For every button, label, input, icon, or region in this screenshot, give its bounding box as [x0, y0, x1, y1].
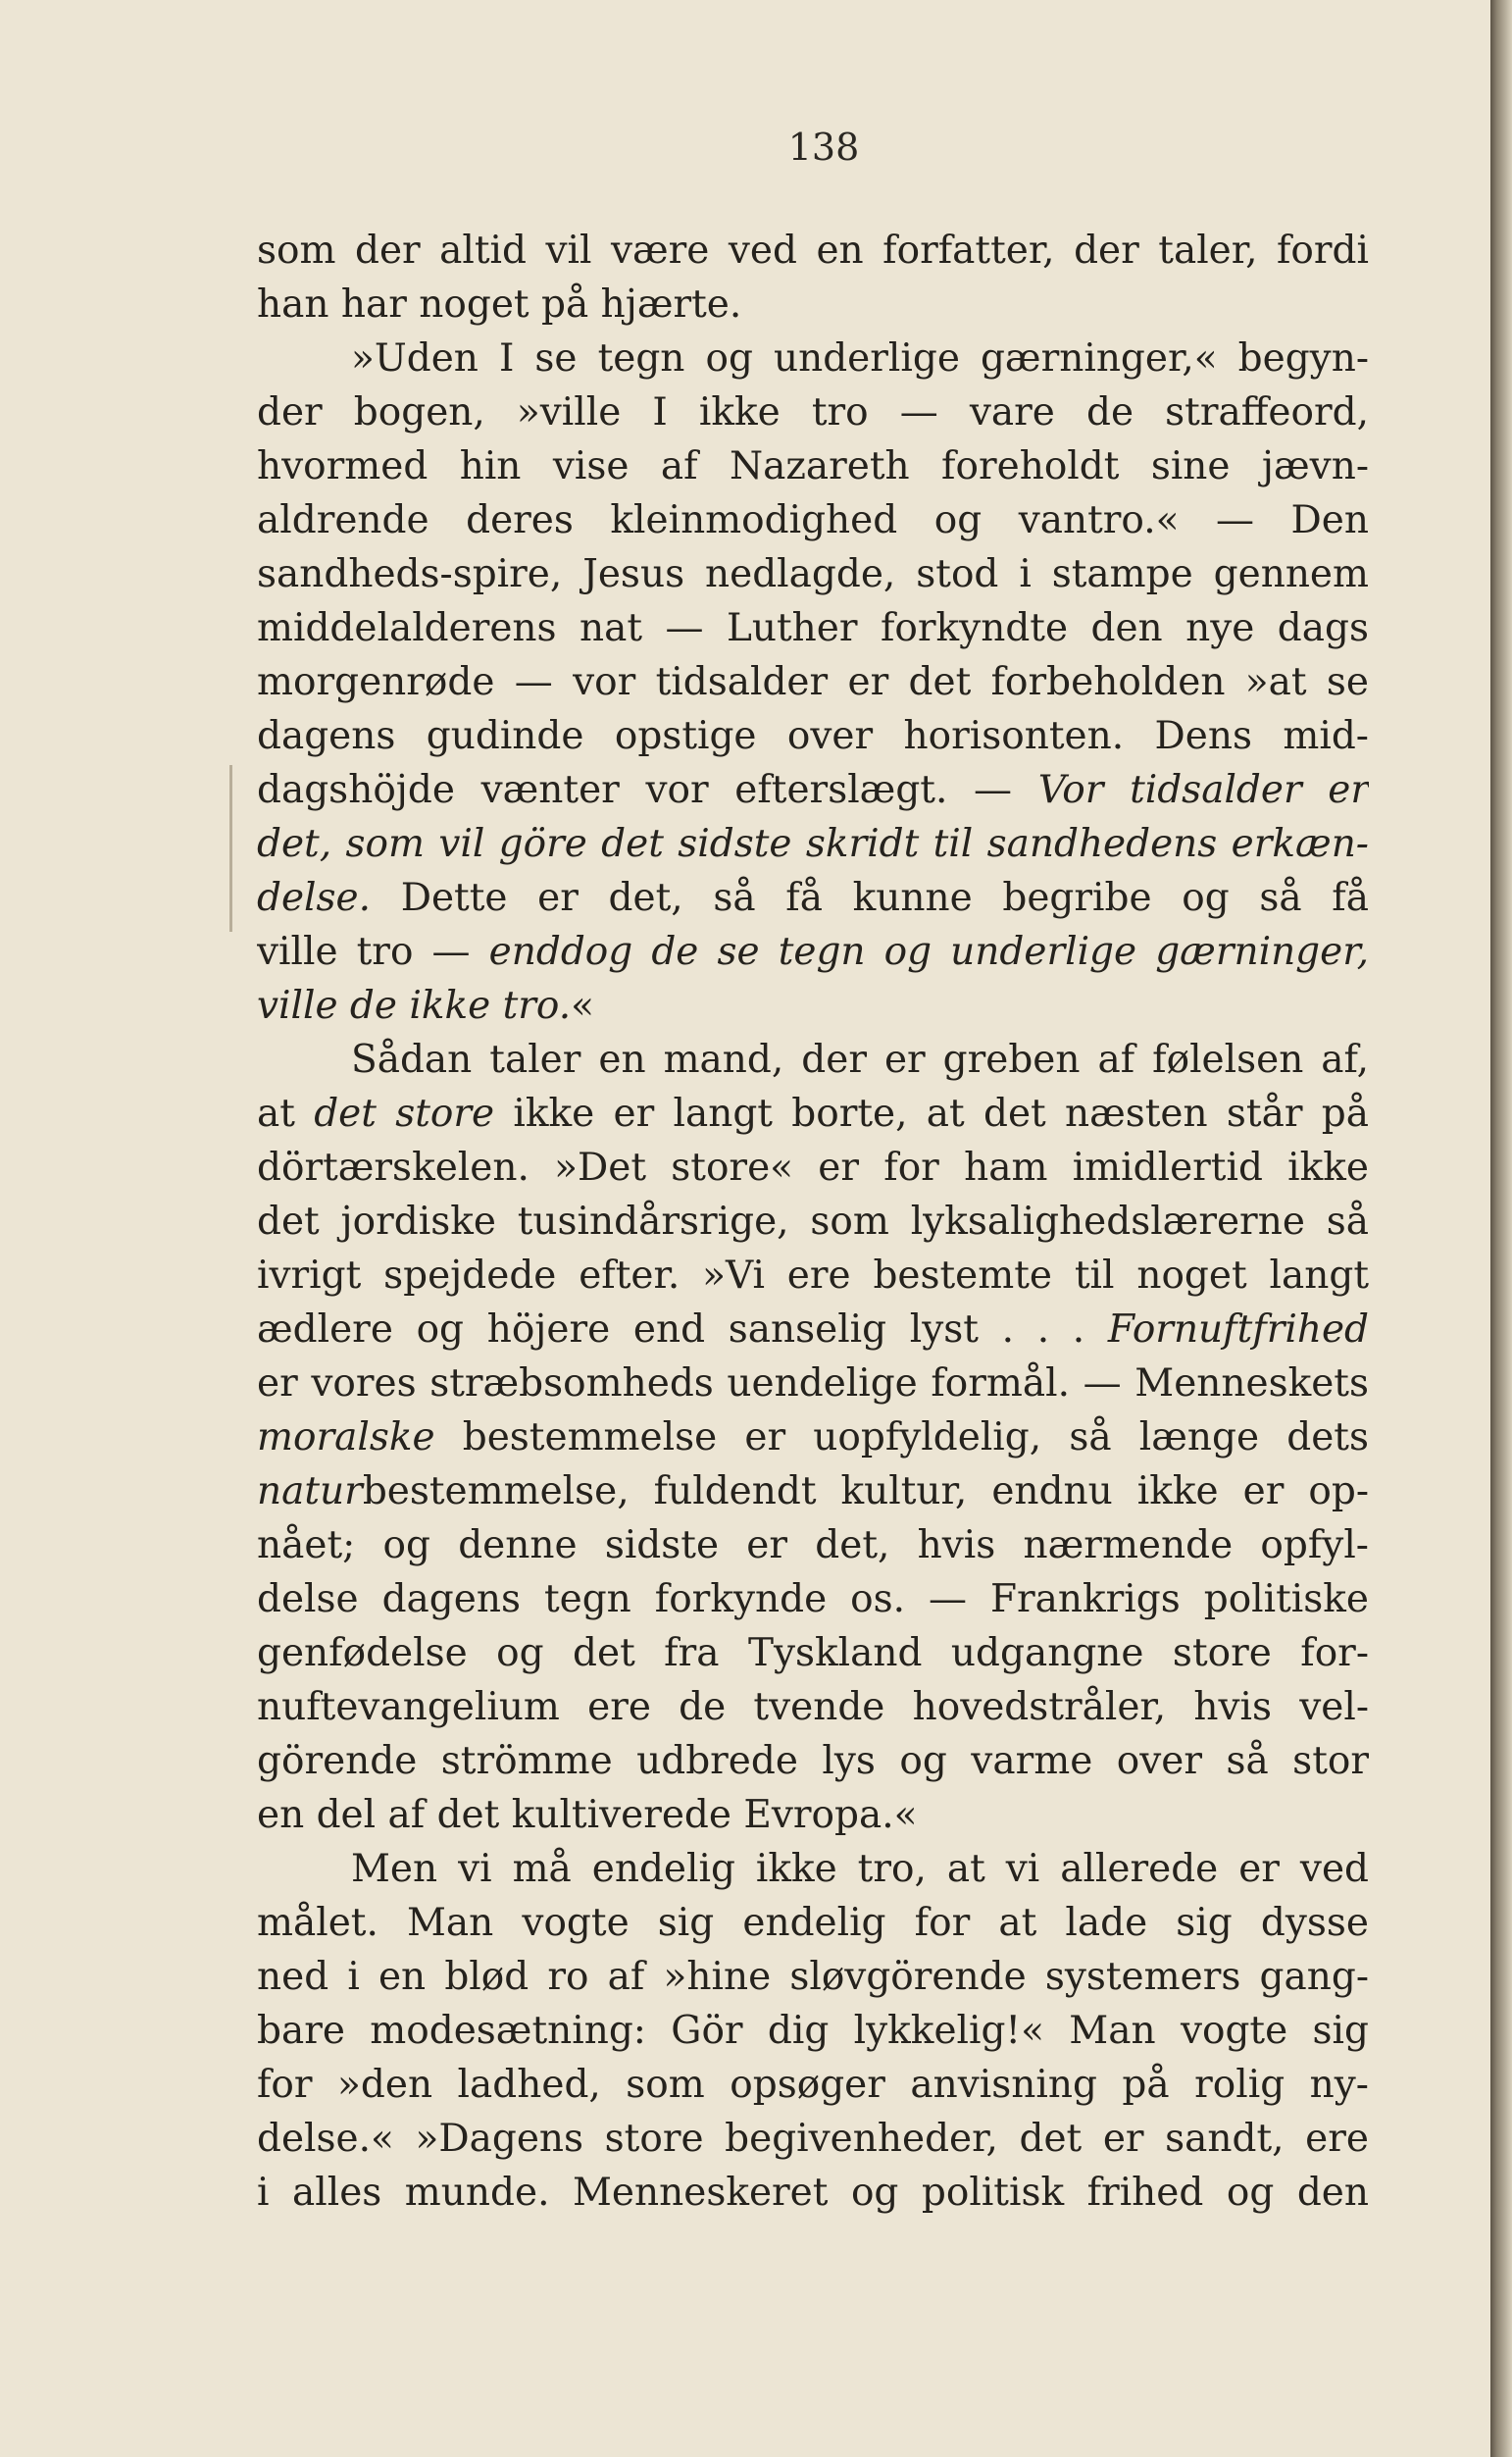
text-segment: for »den ladhed, som opsøger anvisning på rolig ny- [257, 2063, 1369, 2107]
text-segment: nået; og denne sidste er det, hvis nærmende opfyl- [257, 1523, 1369, 1567]
italic-text: det store [314, 1092, 495, 1136]
margin-mark [229, 765, 232, 932]
text-line [257, 1195, 1369, 1249]
text-line [257, 2112, 1369, 2166]
text-segment: som der altid vil være ved en forfatter, der taler, fordi [257, 229, 1369, 273]
text-line [257, 1303, 1369, 1356]
text-segment: Men vi må endelig ikke tro, at vi allerede er ved [351, 1847, 1369, 1891]
text-segment: dagens gudinde opstige over horisonten. Dens mid- [257, 714, 1369, 758]
text-segment: « [571, 984, 594, 1028]
text-segment: ikke er langt borte, at det næsten står på [494, 1092, 1369, 1136]
text-segment: Sådan taler en mand, der er greben af følelsen af, [351, 1038, 1369, 1082]
text-line [257, 439, 1369, 493]
italic-text: moralske [257, 1415, 435, 1459]
italic-text: delse. [257, 876, 372, 920]
text-line [257, 925, 1369, 979]
text-segment: er vores stræbsomheds uendelige formål. — Menneskets [257, 1361, 1369, 1406]
text-line [257, 1464, 1369, 1518]
text-line [257, 1572, 1369, 1626]
text-segment: det jordiske tusindårsrige, som lyksalighedslærerne så [257, 1200, 1369, 1244]
text-line [257, 817, 1369, 871]
text-segment: »Uden I se tegn og underlige gærninger,« begyn- [351, 336, 1369, 381]
text-segment: han har noget på hjærte. [257, 282, 742, 327]
text-line [257, 1033, 1369, 1087]
text-line [257, 278, 1369, 332]
text-segment: aldrende deres kleinmodighed og vantro.« — Den [257, 498, 1369, 542]
text-segment: morgenrøde — vor tidsalder er det forbeholden »at se [257, 660, 1369, 704]
text-line [257, 1842, 1369, 1896]
text-line [257, 1734, 1369, 1788]
text-line [257, 871, 1369, 925]
text-segment: en del af det kultiverede Evropa.« [257, 1793, 918, 1837]
text-segment: delse dagens tegn forkynde os. — Frankrigs politiske [257, 1577, 1369, 1621]
text-segment: ned i en blød ro af »hine sløvgörende systemers gang- [257, 1955, 1369, 1999]
text-segment: Dette er det, så få kunne begribe og så få [371, 876, 1369, 920]
italic-text: Fornuftfrihed [1107, 1307, 1369, 1352]
text-line [257, 1518, 1369, 1572]
text-segment: nuftevangelium ere de tvende hovedstråler, hvis vel- [257, 1685, 1369, 1729]
text-line [257, 763, 1369, 817]
body-text [257, 224, 1369, 2220]
text-segment: i alles munde. Menneskeret og politisk frihed og den [257, 2171, 1369, 2215]
text-line [257, 1950, 1369, 2004]
text-line [257, 709, 1369, 763]
text-segment: bare modesætning: Gör dig lykkelig!« Man vogte sig [257, 2009, 1369, 2053]
text-line [257, 979, 1369, 1033]
text-line [257, 1141, 1369, 1195]
text-line [257, 2004, 1369, 2058]
italic-text: natur [257, 1469, 363, 1513]
text-line [257, 2166, 1369, 2220]
text-line [257, 1249, 1369, 1303]
text-segment: delse.« »Dagens store begivenheder, det er sandt, ere [257, 2117, 1369, 2161]
italic-text: ville de ikke tro. [257, 984, 572, 1028]
text-segment: der bogen, »ville I ikke tro — vare de straffeord, [257, 390, 1369, 435]
italic-text: enddog de se tegn og underlige gærninger, [488, 930, 1369, 974]
page-edge-shadow [1490, 0, 1512, 2457]
text-segment: görende strömme udbrede lys og varme over så stor [257, 1739, 1369, 1783]
italic-text: Vor tidsalder er [1037, 768, 1369, 812]
text-line [257, 655, 1369, 709]
text-segment: ville tro — [257, 930, 489, 974]
text-line [257, 547, 1369, 601]
text-segment: dagshöjde vænter vor efterslægt. — [257, 768, 1038, 812]
text-segment: at [257, 1092, 315, 1136]
text-line [257, 1788, 1369, 1842]
text-line [257, 2058, 1369, 2112]
page-number: 138 [787, 126, 860, 169]
text-segment: ivrigt spejdede efter. »Vi ere bestemte til noget langt [257, 1254, 1369, 1298]
text-segment: middelalderens nat — Luther forkyndte den nye dags [257, 606, 1369, 650]
text-line [257, 332, 1369, 385]
text-line [257, 601, 1369, 655]
text-segment: genfødelse og det fra Tyskland udgangne store for- [257, 1631, 1369, 1675]
text-line [257, 224, 1369, 278]
text-line [257, 1356, 1369, 1410]
text-segment: ædlere og höjere end sanselig lyst . . . [257, 1307, 1108, 1352]
text-segment: dörtærskelen. »Det store« er for ham imidlertid ikke [257, 1146, 1369, 1190]
text-line [257, 1410, 1369, 1464]
text-line [257, 1087, 1369, 1141]
text-segment: bestemmelse, fuldendt kultur, endnu ikke er op- [362, 1469, 1369, 1513]
text-line [257, 493, 1369, 547]
text-line [257, 1626, 1369, 1680]
text-segment: sandheds-spire, Jesus nedlagde, stod i stampe gennem [257, 552, 1369, 596]
italic-text: det, som vil göre det sidste skridt til sandhedens erkæn- [257, 822, 1369, 866]
text-line [257, 1680, 1369, 1734]
text-segment: målet. Man vogte sig endelig for at lade sig dysse [257, 1901, 1369, 1945]
text-line [257, 385, 1369, 439]
text-line [257, 1896, 1369, 1950]
text-segment: hvormed hin vise af Nazareth foreholdt sine jævn- [257, 444, 1369, 488]
text-segment: bestemmelse er uopfyldelig, så længe dets [434, 1415, 1369, 1459]
